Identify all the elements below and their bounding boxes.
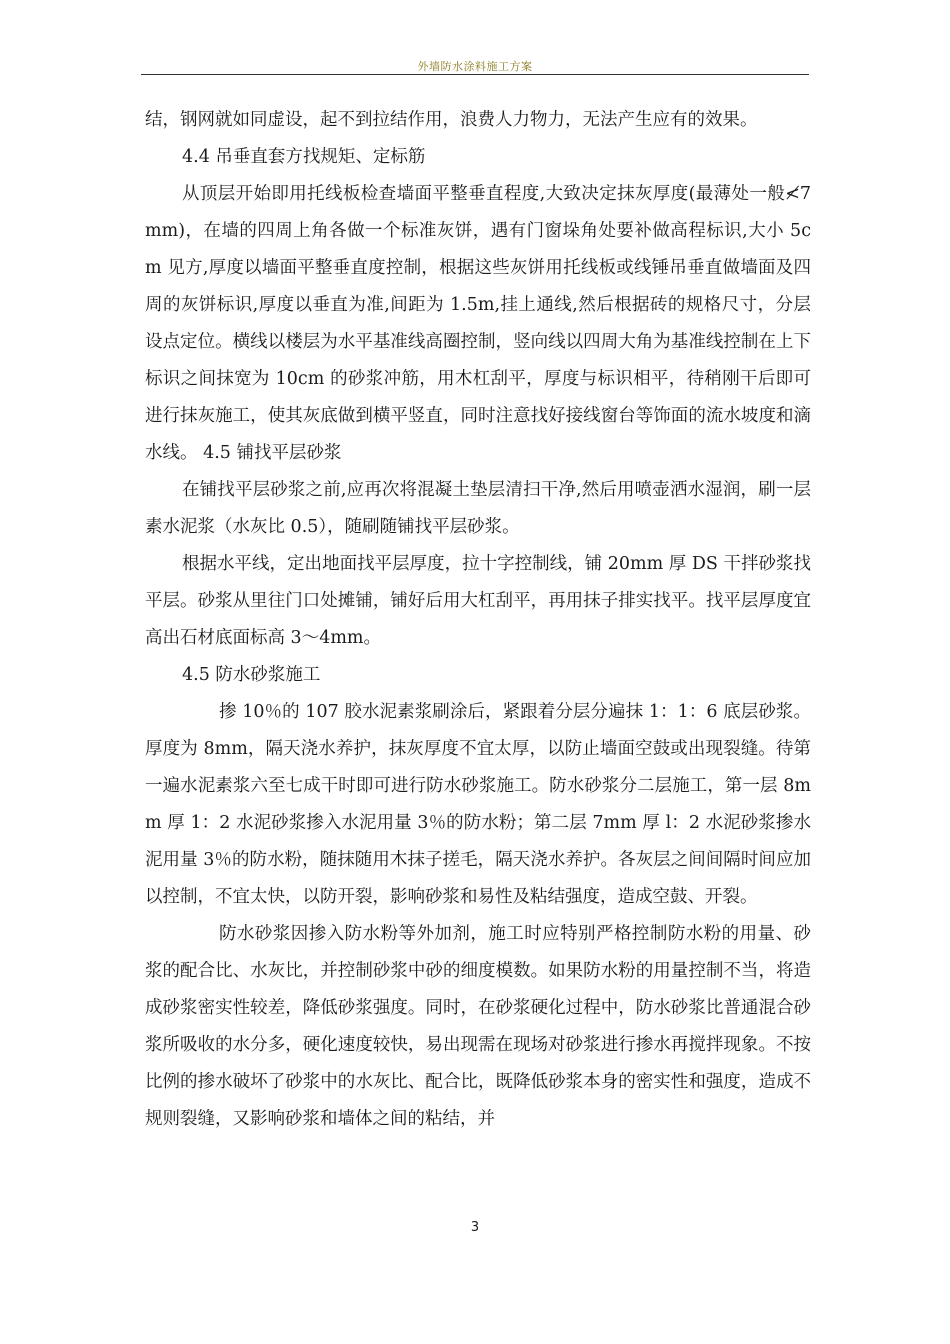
paragraph-leveling-thickness: 根据水平线，定出地面找平层厚度，拉十字控制线，铺 20mm 厚 DS 干拌砂浆找平层。砂浆从里往门口处摊铺，铺好后用大杠刮平，再用抹子排实找平。找平层厚度宜高出石材底面标高 3～4mm。 [145,554,811,648]
header-divider [141,74,809,75]
paragraph-waterproof-mortar-layers: 掺 10％的 107 胶水泥素浆刷涂后，紧跟着分层分遍抹 1：1：6 底层砂浆。厚度为 8mm，隔天浇水养护，抹灰厚度不宜太厚，以防止墙面空鼓或出现裂缝。待第一遍水泥素浆六至七成干时即可进行防水砂浆施工。防水砂浆分二层施工，第一层 8mm 厚 1：2 水泥砂浆掺入水泥用量 3％的防水粉；第二层 7mm 厚 l：2 水泥砂浆掺水泥用量 3％的防水粉，随抹随用木抹子搓毛，隔天浇水养护。各灰层之间间隔时间应加以控制，不宜太快，以防开裂，影响砂浆和易性及粘结强度，造成空鼓、开裂。 [145,702,811,907]
paragraph-plumb-leveling: 从顶层开始即用托线板检查墙面平整垂直程度,大致决定抹灰厚度(最薄处一般≮7mm)，在墙的四周上角各做一个标准灰饼，遇有门窗垛角处要补做高程标识,大小 5cm 见方,厚度以墙面平整垂直度控制，根据这些灰饼用托线板或线锤吊垂直做墙面及四周的灰饼标识,厚度以垂直为准,间距为 1.5m,挂上通线,然后根据砖的规格尺寸，分层设点定位。横线以楼层为水平基准线高圈控制，竖向线以四周大角为基准线控制在上下标识之间抹宽为 10cm 的砂浆冲筋，用木杠刮平，厚度与标识相平，待稍刚干后即可进行抹灰施工，使其灰底做到横平竖直，同时注意找好接线窗台等饰面的流水坡度和滴水线。 4.5 铺找平层砂浆 [145,184,811,463]
page-number: 3 [470,1220,480,1235]
paragraph-continuation: 结，钢网就如同虚设，起不到拉结作用，浪费人力物力，无法产生应有的效果。 [145,110,758,130]
section-heading-4-4: 4.4 吊垂直套方找规矩、定标筋 [182,147,426,167]
paragraph-leveling-mortar-prep: 在铺找平层砂浆之前,应再次将混凝土垫层清扫干净,然后用喷壶洒水湿润，刷一层素水泥浆（水灰比 0.5），随刷随铺找平层砂浆。 [145,480,811,537]
document-body [145,102,811,1138]
page-header-title: 外墙防水涂料施工方案 [417,60,533,73]
paragraph-waterproof-mortar-control: 防水砂浆因掺入防水粉等外加剂，施工时应特别严格控制防水粉的用量、砂浆的配合比、水灰比，并控制砂浆中砂的细度模数。如果防水粉的用量控制不当，将造成砂浆密实性较差，降低砂浆强度。同时，在砂浆硬化过程中，防水砂浆比普通混合砂浆所吸收的水分多，硬化速度较快，易出现需在现场对砂浆进行掺水再搅拌现象。不按比例的掺水破坏了砂浆中的水灰比、配合比，既降低砂浆本身的密实性和强度，造成不规则裂缝，又影响砂浆和墙体之间的粘结，并 [145,924,811,1129]
section-heading-4-5: 4.5 防水砂浆施工 [182,665,321,685]
